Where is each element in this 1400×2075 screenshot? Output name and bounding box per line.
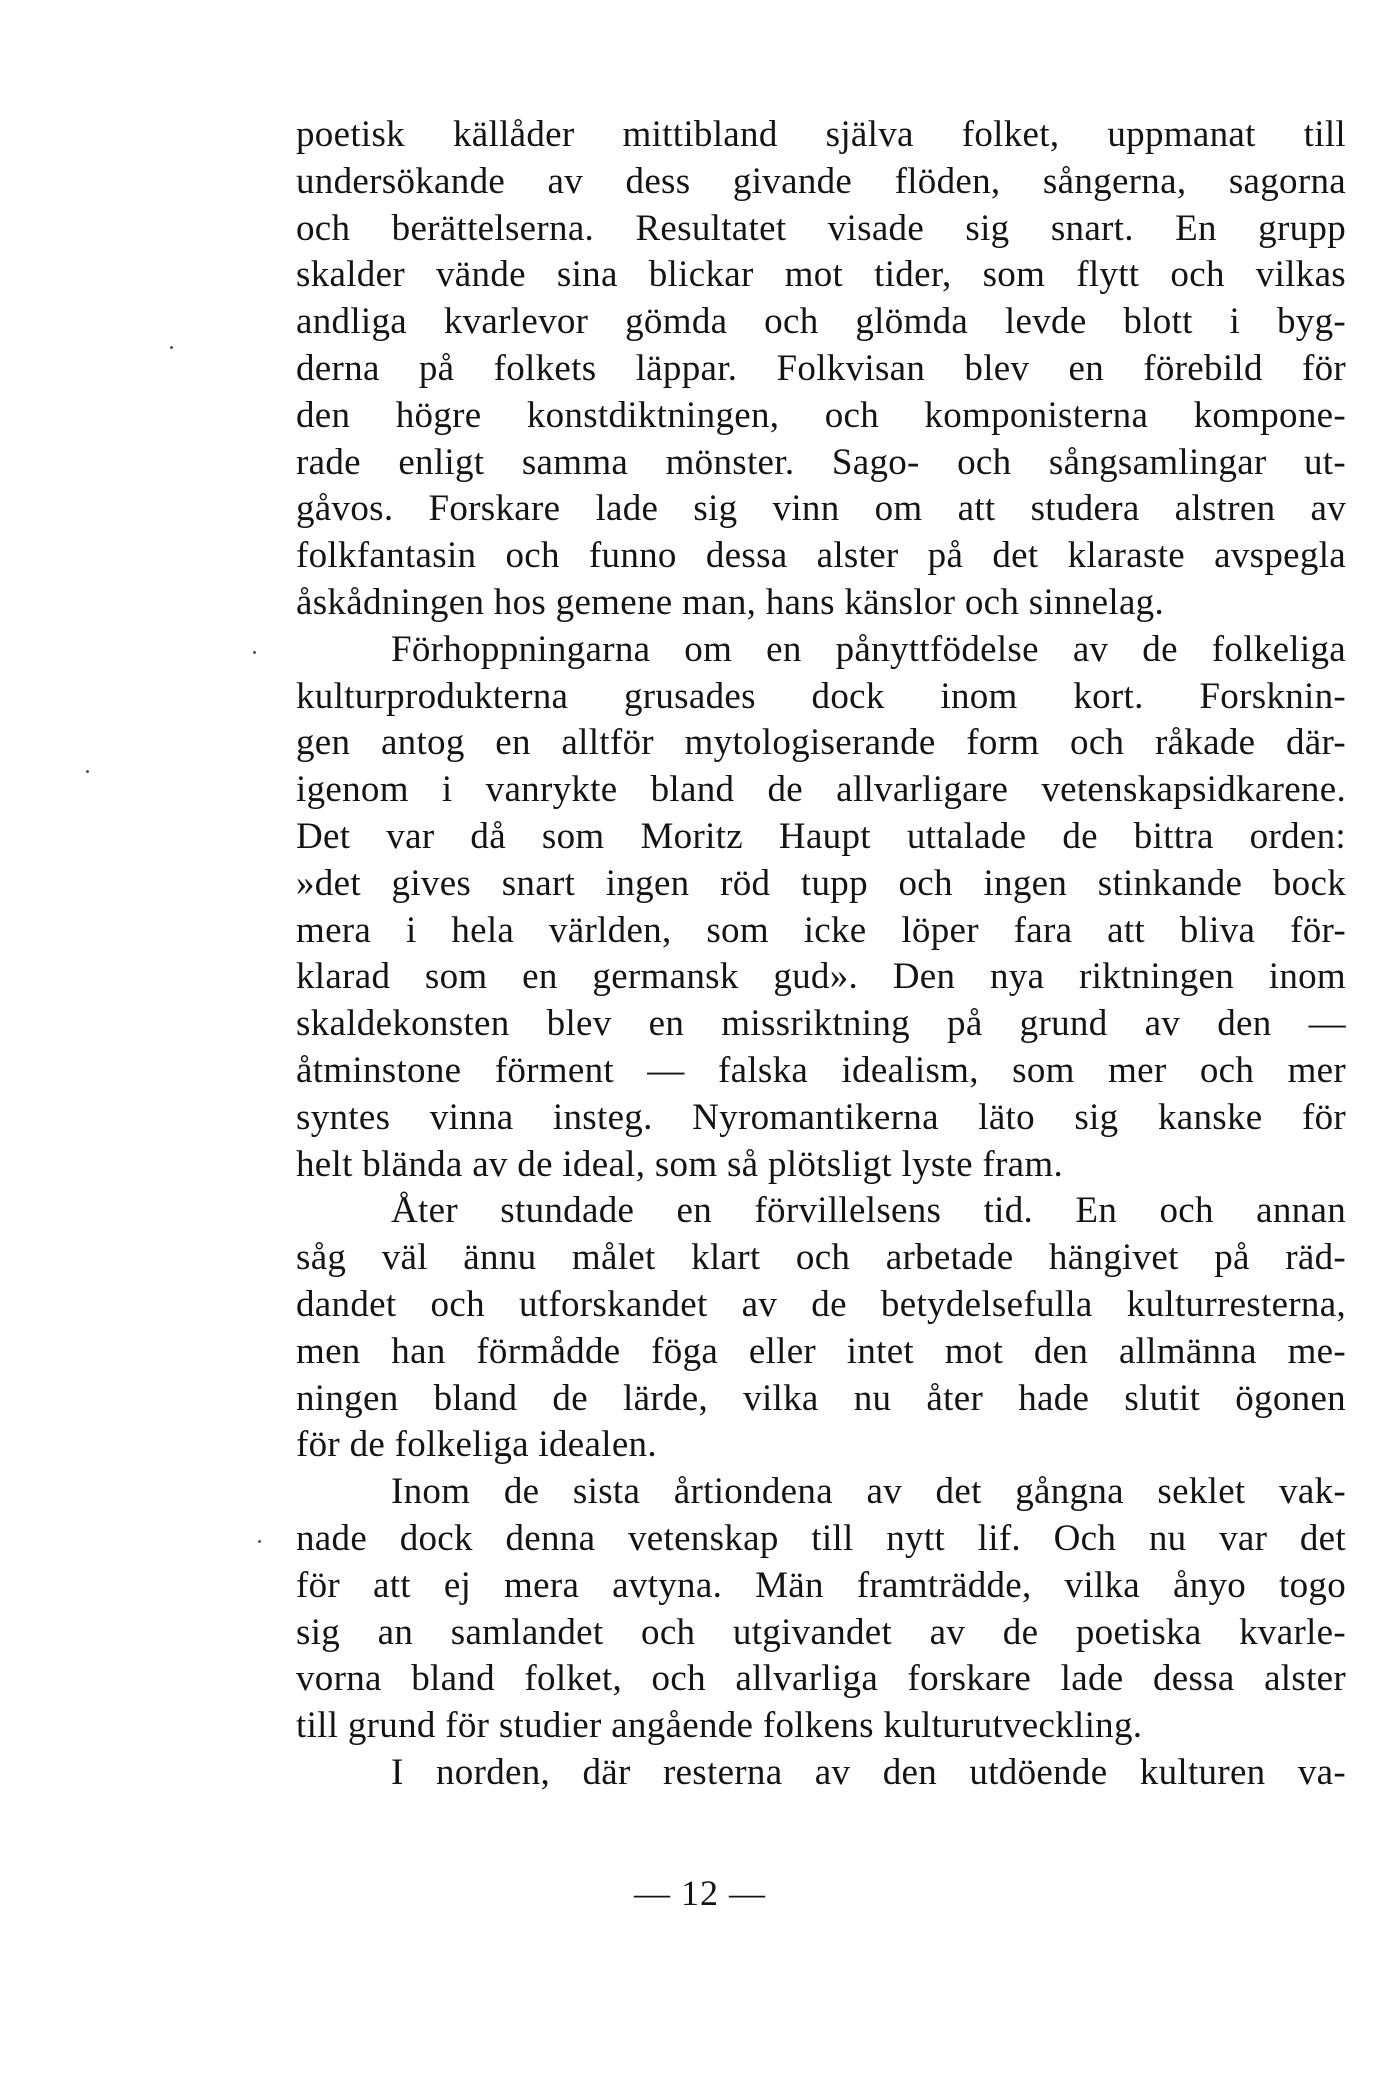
page-number: — 12 — [634, 1873, 766, 1913]
text-line: åskådningen hos gemene man, hans känslor och sinnelag. [296, 581, 1165, 623]
text-line: I norden, där resterna av den utdöende kulturen va- [391, 1751, 1346, 1793]
text-line: gen antog en alltför mytologiserande form och råkade där- [296, 722, 1346, 764]
scan-speck [258, 1540, 261, 1543]
text-line: Åter stundade en förvillelsens tid. En och annan [391, 1190, 1346, 1232]
text-line: Det var då som Moritz Haupt uttalade de bittra orden: [296, 815, 1346, 857]
text-line: undersökande av dess givande flöden, sångerna, sagorna [296, 160, 1346, 202]
text-line: för de folkeliga idealen. [296, 1424, 657, 1466]
scan-speck [253, 651, 256, 654]
text-line: sig an samlandet och utgivandet av de poetiska kvarle- [296, 1611, 1346, 1653]
text-line: andliga kvarlevor gömda och glömda levde blott i byg- [296, 301, 1346, 343]
text-line: kulturprodukterna grusades dock inom kort. Forsknin- [296, 675, 1346, 717]
text-line: syntes vinna insteg. Nyromantikerna läto sig kanske för [296, 1096, 1346, 1138]
text-line: gåvos. Forskare lade sig vinn om att studera alstren av [296, 488, 1346, 530]
body-text [296, 112, 1346, 1797]
text-line: åtminstone förment — falska idealism, som mer och mer [296, 1049, 1346, 1091]
text-line: rade enligt samma mönster. Sago- och sångsamlingar ut- [296, 441, 1346, 483]
text-line: till grund för studier angående folkens kulturutveckling. [296, 1705, 1143, 1747]
text-line: såg väl ännu målet klart och arbetade hängivet på räd- [296, 1237, 1346, 1279]
text-line: »det gives snart ingen röd tupp och ingen stinkande bock [296, 862, 1346, 904]
text-line: vorna bland folket, och allvarliga forskare lade dessa alster [296, 1658, 1346, 1700]
scan-speck [170, 346, 173, 349]
text-line: klarad som en germansk gud». Den nya riktningen inom [296, 956, 1346, 998]
text-line: skaldekonsten blev en missriktning på grund av den — [296, 1003, 1346, 1045]
text-line: ningen bland de lärde, vilka nu åter hade slutit ögonen [296, 1377, 1346, 1419]
text-line: derna på folkets läppar. Folkvisan blev en förebild för [296, 347, 1346, 389]
text-line: dandet och utforskandet av de betydelsefulla kulturresterna, [296, 1283, 1346, 1325]
text-line: och berättelserna. Resultatet visade sig snart. En grupp [296, 207, 1346, 249]
text-line: men han förmådde föga eller intet mot den allmänna me- [296, 1330, 1346, 1372]
scan-speck [86, 770, 89, 773]
text-line: helt blända av de ideal, som så plötsligt lyste fram. [296, 1143, 1064, 1185]
text-line: skalder vände sina blickar mot tider, som flytt och vilkas [296, 254, 1346, 296]
text-line: den högre konstdiktningen, och komponisterna kompone- [296, 394, 1346, 436]
text-line: för att ej mera avtyna. Män framträdde, vilka ånyo togo [296, 1564, 1346, 1606]
text-line: folkfantasin och funno dessa alster på det klaraste avspegla [296, 535, 1346, 577]
text-line: igenom i vanrykte bland de allvarligare vetenskapsidkarene. [296, 769, 1346, 811]
text-line: poetisk källåder mittibland själva folket, uppmanat till [296, 114, 1346, 155]
text-line: mera i hela världen, som icke löper fara att bliva för- [296, 909, 1346, 951]
text-line: Inom de sista årtiondena av det gångna seklet vak- [391, 1471, 1346, 1513]
text-line: Förhoppningarna om en pånyttfödelse av de folkeliga [391, 628, 1346, 670]
text-line: nade dock denna vetenskap till nytt lif. Och nu var det [296, 1517, 1346, 1559]
